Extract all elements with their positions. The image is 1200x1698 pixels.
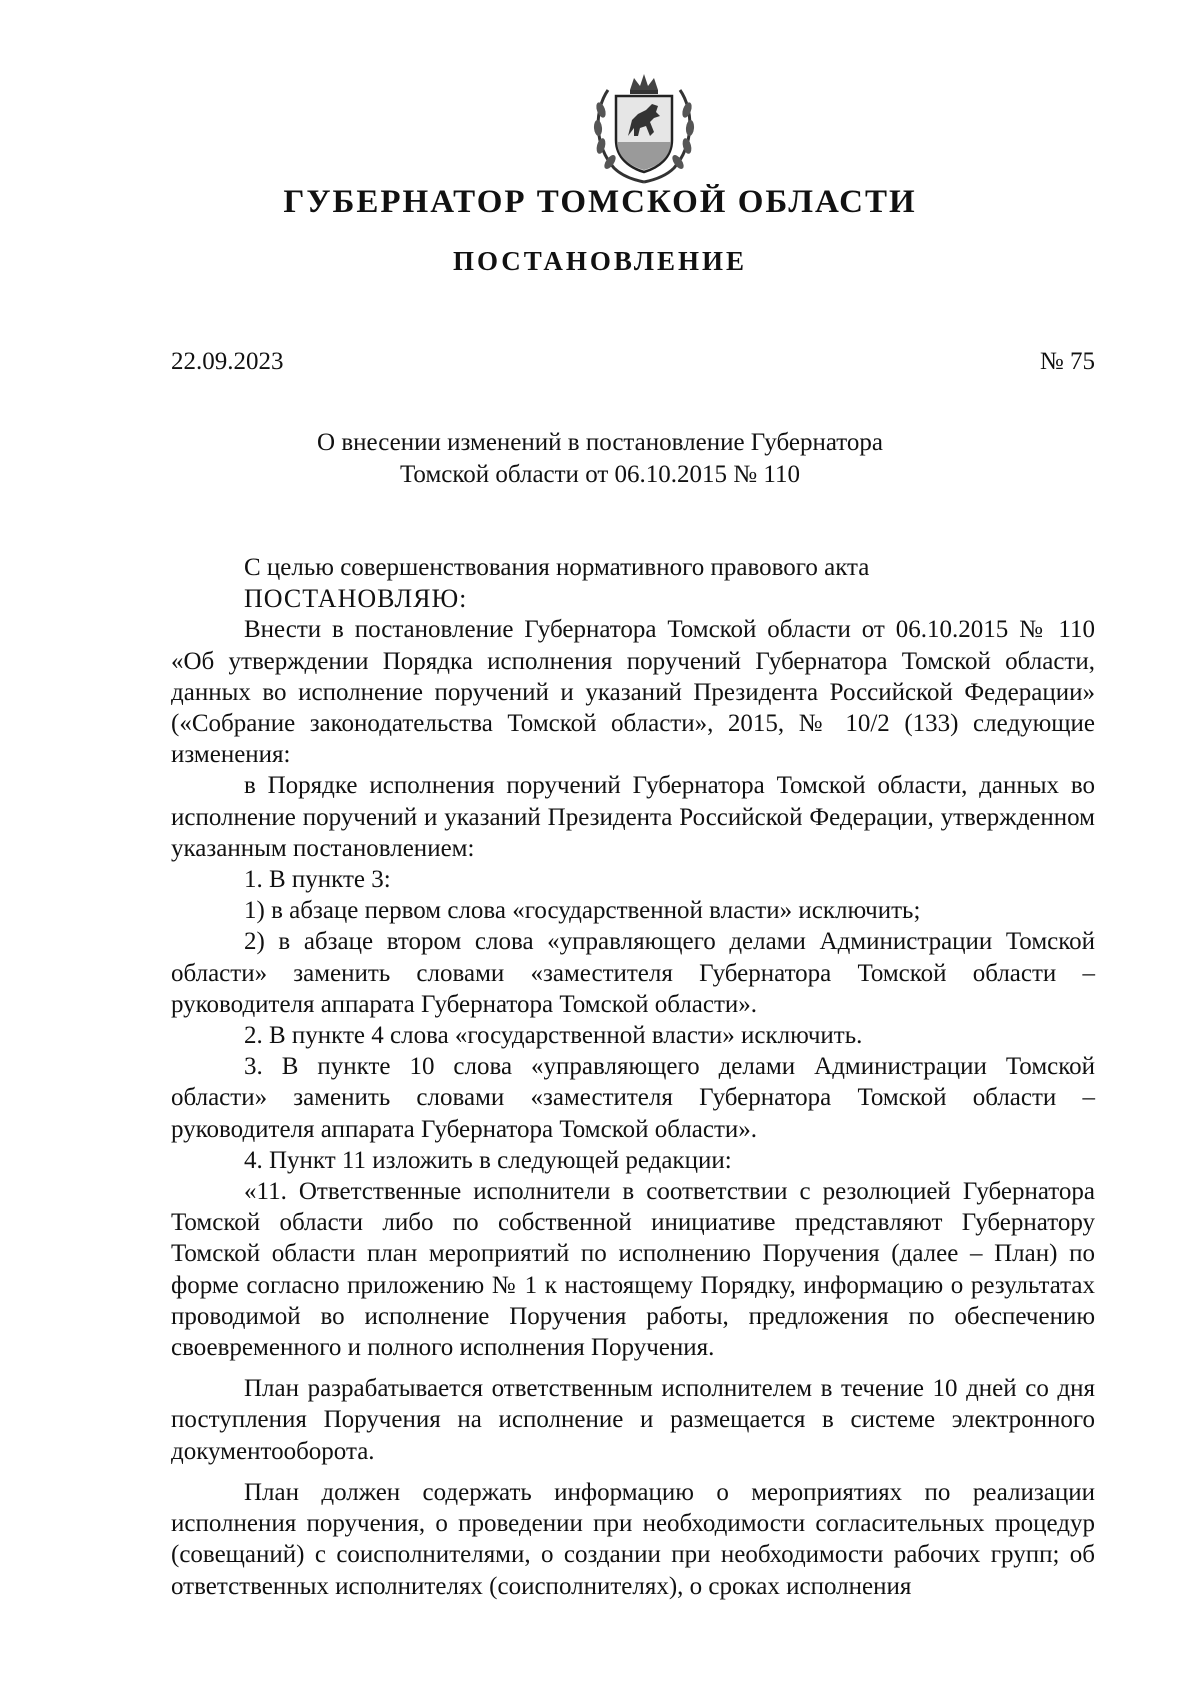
body-paragraph: «11. Ответственные исполнители в соответствии с резолюцией Губернатора Томской области либо по собственной инициативе представляют Губернатору Томской области план мероприятий по исполнению Поручения (далее – План) по форме согласно приложению № 1 к настоящему Порядку, информацию о результатах проводимой во исполнение Поручения работы, предложения по обеспечению своевременного и полного исполнения Поручения. [171, 1178, 1095, 1362]
body-paragraph: 2. В пункте 4 слова «государственной власти» исключить. [244, 1022, 863, 1050]
body-paragraph: С целью совершенствования нормативного правового акта [244, 554, 870, 581]
document-body [171, 552, 1095, 1602]
issuing-authority: ГУБЕРНАТОР ТОМСКОЙ ОБЛАСТИ [283, 184, 917, 220]
document-date: 22.09.2023 [171, 348, 284, 375]
body-paragraph: План должен содержать информацию о мероприятиях по реализации исполнения поручения, о проведении при необходимости согласительных процедур (совещаний) с соисполнителями, о создании при необходимости рабочих групп; об ответственных исполнителях (соисполнителях), о сроках исполнения [171, 1478, 1095, 1600]
body-paragraph: 4. Пункт 11 изложить в следующей редакции: [244, 1146, 732, 1174]
body-paragraph: 3. В пункте 10 слова «управляющего делами Администрации Томской области» заменить словами «заместителя Губернатора Томской области – руководителя аппарата Губернатора Томской области». [171, 1053, 1095, 1143]
body-paragraph: План разрабатывается ответственным исполнителем в течение 10 дней со дня поступления Поручения на исполнение и размещается в системе электронного документооборота. [171, 1375, 1095, 1465]
decree-word: ПОСТАНОВЛЯЮ: [244, 584, 468, 614]
document-subject [0, 427, 1200, 491]
subject-line: О внесении изменений в постановление Губернатора [317, 429, 883, 456]
body-paragraph: 1. В пункте 3: [244, 866, 391, 894]
body-paragraph: Внести в постановление Губернатора Томской области от 06.10.2015 № 110 «Об утверждении Порядка исполнения поручений Губернатора Томской области, данных во исполнение поручений и указаний Президента Российской Федерации» («Собрание законодательства Томской области», 2015, № 10/2 (133) следующие изменения: [171, 616, 1095, 769]
document-type: ПОСТАНОВЛЕНИЕ [452, 246, 748, 276]
body-paragraph: в Порядке исполнения поручений Губернатора Томской области, данных во исполнение поручений и указаний Президента Российской Федерации, утвержденном указанным постановлением: [171, 772, 1095, 862]
document-number: № 75 [1039, 348, 1095, 375]
body-paragraph: 2) в абзаце втором слова «управляющего делами Администрации Томской области» заменить словами «заместителя Губернатора Томской области – руководителя аппарата Губернатора Томской области». [171, 928, 1095, 1018]
coat-of-arms-emblem [588, 70, 700, 186]
subject-line: Томской области от 06.10.2015 № 110 [400, 461, 800, 488]
body-paragraph: 1) в абзаце первом слова «государственной власти» исключить; [244, 897, 921, 925]
